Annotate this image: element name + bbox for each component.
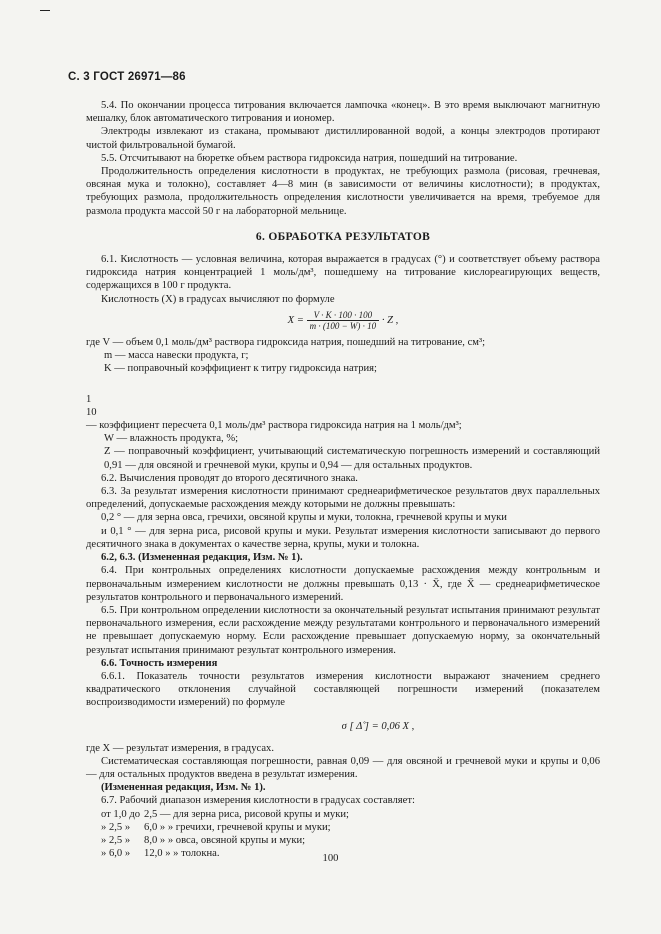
amendment-6-2-6-3: 6.2, 6.3. (Измененная редакция, Изм. № 1). xyxy=(101,552,303,564)
range-row xyxy=(101,834,353,847)
paragraph-6-6-1: 6.6.1. Показатель точности результатов измерения кислотности выражают значением среднего квадратического отклонения случайной составляющей погрешности измерений (показателем воспроизводимости измерений) по формуле xyxy=(86,670,600,709)
formula-fraction xyxy=(307,310,380,331)
paragraph-5-5: 5.5. Отсчитывают на бюретке объем раствора гидроксида натрия, пошедший на титрование. xyxy=(101,152,518,164)
document-body xyxy=(86,99,600,860)
formula-rhs: · Z , xyxy=(381,314,399,326)
definition-v: где V — объем 0,1 моль/дм³ раствора гидроксида натрия, пошедший на титрование, см³; xyxy=(86,336,486,348)
paragraph-5-5-duration: Продолжительность определения кислотности в продуктах, не требующих размола (рисовая, гречневая, овсяная мука и толокно), составляет 4—8 мин (в зависимости от величины кислотности); в продуктах, требующих размола, продолжительность определения кислотности увеличивается на время, требуемое для размола продукта массой 50 г на лабораторной мельнице. xyxy=(86,166,600,217)
definition-conversion xyxy=(86,377,600,390)
range-to: 12,0 » » толокна. xyxy=(144,848,220,860)
section-6-title: 6. ОБРАБОТКА РЕЗУЛЬТАТОВ xyxy=(255,230,431,243)
range-from: » 2,5 » xyxy=(101,834,131,846)
range-to: 6,0 » » гречихи, гречневой крупы и муки; xyxy=(144,821,331,833)
paragraph-6-1-formula-intro: Кислотность (X) в градусах вычисляют по формуле xyxy=(101,293,335,305)
paragraph-6-5: 6.5. При контрольном определении кислотности за окончательный результат испытания принимают результат первоначального измерения, если расхождение между результатами контрольного и первоначального измерений не превышает допускаемую норму. Если расхождение превышает допускаемую норму, за окончательный результат испытания принимают результат контрольного измерения. xyxy=(86,604,600,656)
paragraph-6-4: 6.4. При контрольных определениях кислотности допускаемые расхождения между контрольным и первоначальным измерением кислотности не должны превышать 0,13 · X̄, где X̄ — среднеарифметическое результатов контрольного и первоначального измерений. xyxy=(86,565,600,603)
definition-fraction-den: 10 xyxy=(86,406,97,418)
paragraph-6-6-title: 6.6. Точность измерения xyxy=(101,657,218,669)
corner-mark xyxy=(40,10,50,11)
paragraph-5-4: 5.4. По окончании процесса титрования включается лампочка «конец». В это время выключают магнитную мешалку, блок автоматического титрования и иономер. xyxy=(86,100,600,125)
definition-k: K — поправочный коэффициент к титру гидроксида натрия; xyxy=(104,363,377,375)
range-from: от 1,0 до xyxy=(101,808,141,820)
definition-z: Z — поправочный коэффициент, учитывающий систематическую погрешность измерений и составляющий 0,91 — для овсяной и гречневой муки, крупы и 0,94 — для остальных продуктов. xyxy=(104,446,600,471)
acidity-formula xyxy=(86,310,600,332)
paragraph-6-7: 6.7. Рабочий диапазон измерения кислотности в градусах составляет: xyxy=(101,795,415,807)
definition-m: m — масса навески продукта, г; xyxy=(104,350,249,362)
formula-lhs: X = xyxy=(287,314,304,326)
sigma-formula: σ [ Δ̊ ] = 0,06 X , xyxy=(341,720,415,732)
sigma-definition: где X — результат измерения, в градусах. xyxy=(86,742,274,754)
definition-fraction-num: 1 xyxy=(86,393,92,405)
paragraph-6-3: 6.3. За результат измерения кислотности принимают среднеарифметическое результатов двух параллельных определений, допускаемые расхождения между которыми не должны превышать: xyxy=(86,486,600,511)
paragraph-6-1: 6.1. Кислотность — условная величина, которая выражается в градусах (°) и соответствует объему раствора гидроксида натрия концентрацией 1 моль/дм³, пошедшему на титрование кислореагирующих веществ, содержащихся в 100 г продукта. xyxy=(86,254,600,292)
page-number: 100 xyxy=(322,853,339,864)
range-to: 2,5 — для зерна риса, рисовой крупы и муки; xyxy=(144,808,349,820)
formula-numerator: V · K · 100 · 100 xyxy=(307,310,380,321)
formula-definitions xyxy=(86,336,600,472)
formula-denominator: m · (100 − W) · 10 xyxy=(309,320,377,331)
paragraph-systematic-error: Систематическая составляющая погрешности, равная 0,09 — для овсяной и гречневой муки и крупы и 0,06 — для остальных продуктов введена в результат измерения. xyxy=(86,755,600,780)
paragraph-6-3-limit-b: и 0,1 ° — для зерна риса, рисовой крупы и муки. Результат измерения кислотности записывают до первого десятичного знака в документах о качестве зерна, крупы, муки и толокна. xyxy=(86,525,600,550)
paragraph-6-2: 6.2. Вычисления проводят до второго десятичного знака. xyxy=(101,472,358,484)
range-to: 8,0 » » овса, овсяной крупы и муки; xyxy=(144,834,306,846)
range-row xyxy=(101,821,353,834)
paragraph-6-3-limit-a: 0,2 ° — для зерна овса, гречихи, овсяной крупы и муки, толокна, гречневой крупы и муки xyxy=(101,512,507,524)
range-from: » 2,5 » xyxy=(101,821,131,833)
definition-conversion-text: — коэффициент пересчета 0,1 моль/дм³ раствора гидроксида натрия на 1 моль/дм³; xyxy=(86,420,462,432)
range-from: » 6,0 » xyxy=(101,848,131,860)
definition-w: W — влажность продукта, %; xyxy=(104,433,239,445)
range-row xyxy=(101,808,353,821)
amendment-6-6: (Измененная редакция, Изм. № 1). xyxy=(101,782,266,794)
page-header: С. 3 ГОСТ 26971—86 xyxy=(68,71,186,83)
paragraph-5-4-electrodes: Электроды извлекают из стакана, промывают дистиллированной водой, а концы электродов протирают чистой фильтровальной бумагой. xyxy=(86,126,600,151)
